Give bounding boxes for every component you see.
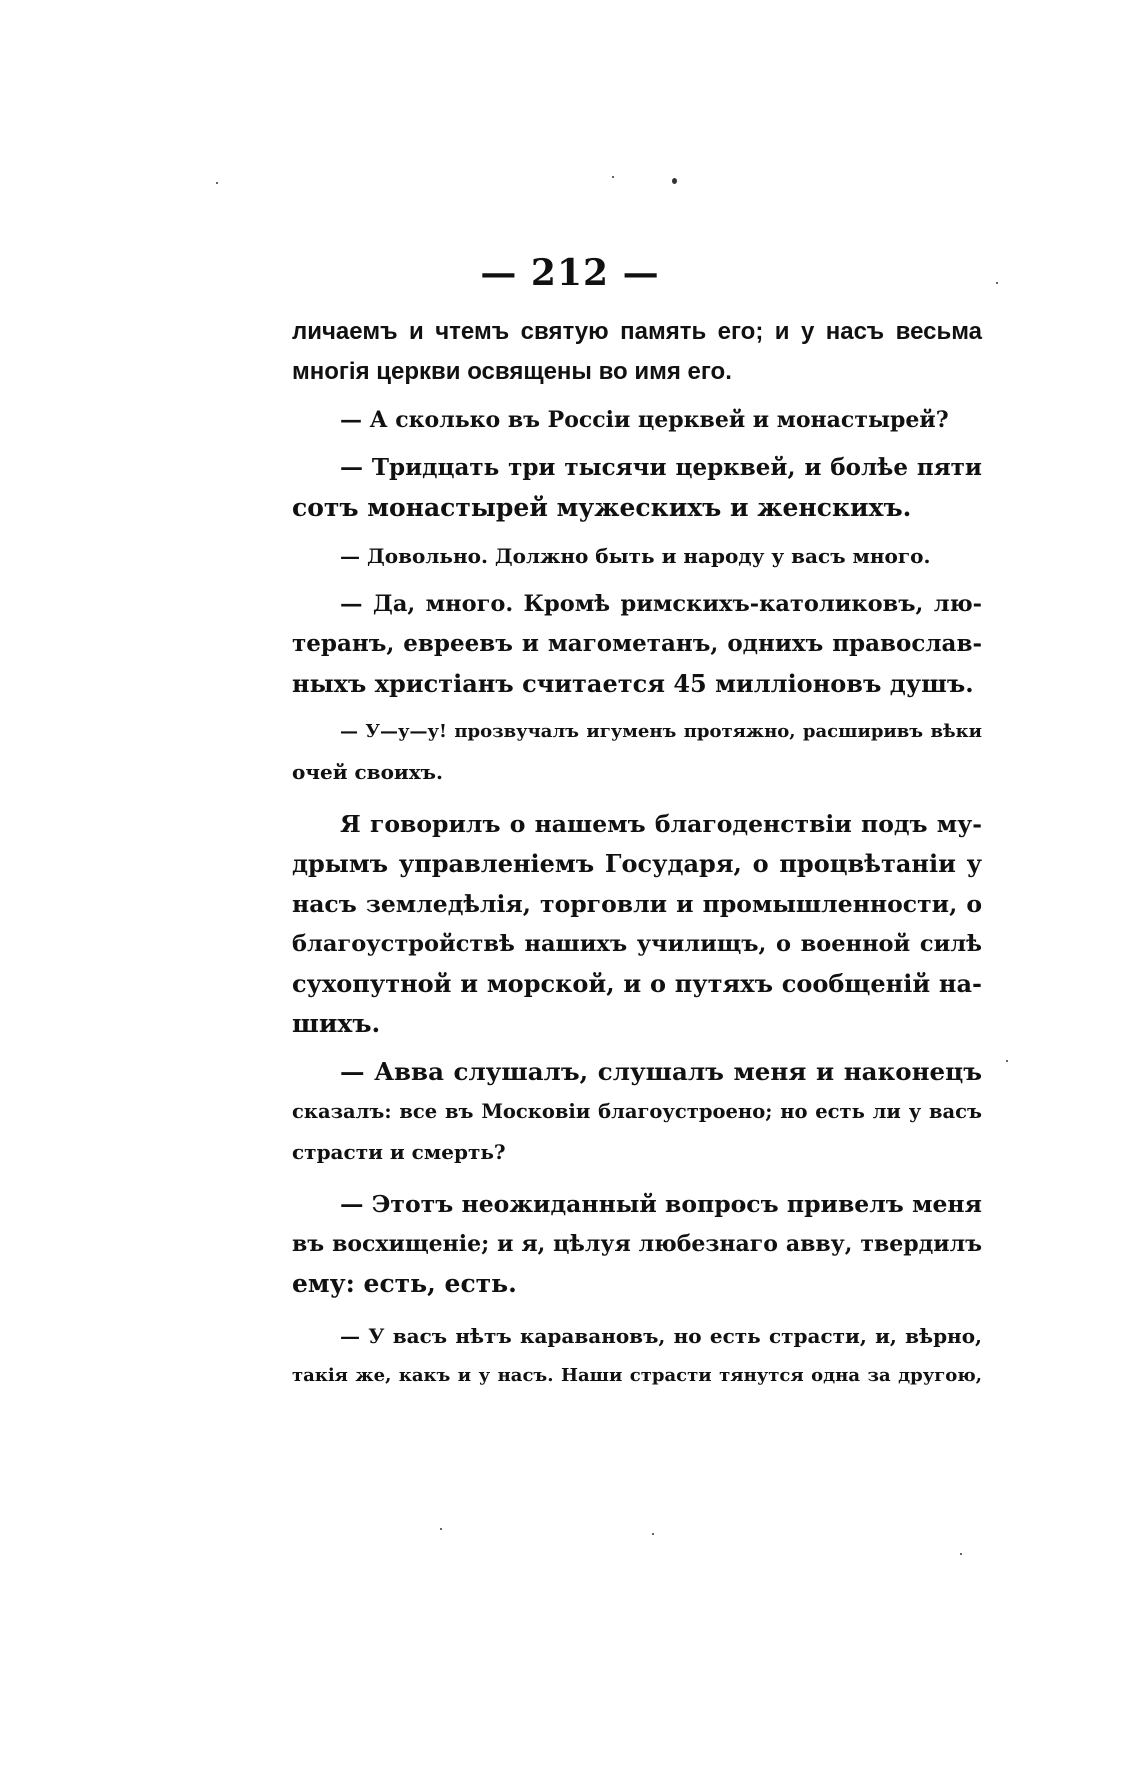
text-line: — Тридцать три тысячи церквей, и болѣе пяти bbox=[340, 454, 982, 481]
scan-speck bbox=[612, 176, 614, 178]
scan-speck bbox=[440, 1528, 442, 1530]
text-line: ему: есть, есть. bbox=[292, 1269, 517, 1298]
text-line: Я говорилъ о нашемъ благоденствіи подъ му- bbox=[340, 810, 982, 838]
text-line: — У васъ нѣтъ каравановъ, но есть страсти, и, вѣрно, bbox=[340, 1324, 982, 1348]
text-line: — Авва слушалъ, слушалъ меня и наконецъ bbox=[340, 1057, 982, 1086]
text-line: — А сколько въ Россіи церквей и монастырей? bbox=[340, 407, 949, 433]
text-line: дрымъ управленіемъ Государя, о процвѣтаніи у bbox=[292, 849, 982, 878]
scan-speck bbox=[672, 178, 677, 184]
text-line: сказалъ: все въ Московіи благоустроено; но есть ли у васъ bbox=[292, 1100, 982, 1123]
text-line: — Этотъ неожиданный вопросъ привелъ меня bbox=[340, 1190, 982, 1218]
text-line: въ восхищеніе; и я, цѣлуя любезнаго авву, твердилъ bbox=[292, 1231, 982, 1257]
text-line: — Да, много. Кромѣ римскихъ-католиковъ, лю- bbox=[340, 591, 982, 617]
text-line: такія же, какъ и у насъ. Наши страсти тянутся одна за другою, bbox=[292, 1365, 982, 1386]
text-line: теранъ, евреевъ и магометанъ, однихъ православ- bbox=[292, 630, 982, 657]
text-line: шихъ. bbox=[292, 1009, 381, 1038]
text-line: сотъ монастырей мужескихъ и женскихъ. bbox=[292, 493, 912, 522]
text-line: — Довольно. Должно быть и народу у васъ много. bbox=[340, 544, 931, 568]
scan-speck bbox=[960, 1553, 962, 1555]
text-line: насъ земледѣлія, торговли и промышленности, о bbox=[292, 890, 982, 918]
text-line: личаемъ и чтемъ святую память его; и у насъ весьма bbox=[292, 318, 982, 345]
scan-speck bbox=[1006, 1060, 1008, 1062]
text-line: — У—у—у! прозвучалъ игуменъ протяжно, расширивъ вѣки bbox=[340, 721, 982, 742]
page-body bbox=[292, 312, 982, 1396]
text-line: страсти и смерть? bbox=[292, 1140, 506, 1164]
scan-speck bbox=[216, 182, 218, 184]
text-line: очей своихъ. bbox=[292, 760, 443, 784]
text-line: благоустройствѣ нашихъ училищъ, о военной силѣ bbox=[292, 931, 982, 957]
text-line: ныхъ христіанъ считается 45 милліоновъ душъ. bbox=[292, 669, 974, 698]
text-line: многія церкви освящены во имя его. bbox=[292, 358, 732, 385]
text-line: сухопутной и морской, и о путяхъ сообщеній на- bbox=[292, 969, 982, 998]
page-number: — 212 — bbox=[480, 252, 660, 294]
scan-speck bbox=[652, 1533, 654, 1535]
